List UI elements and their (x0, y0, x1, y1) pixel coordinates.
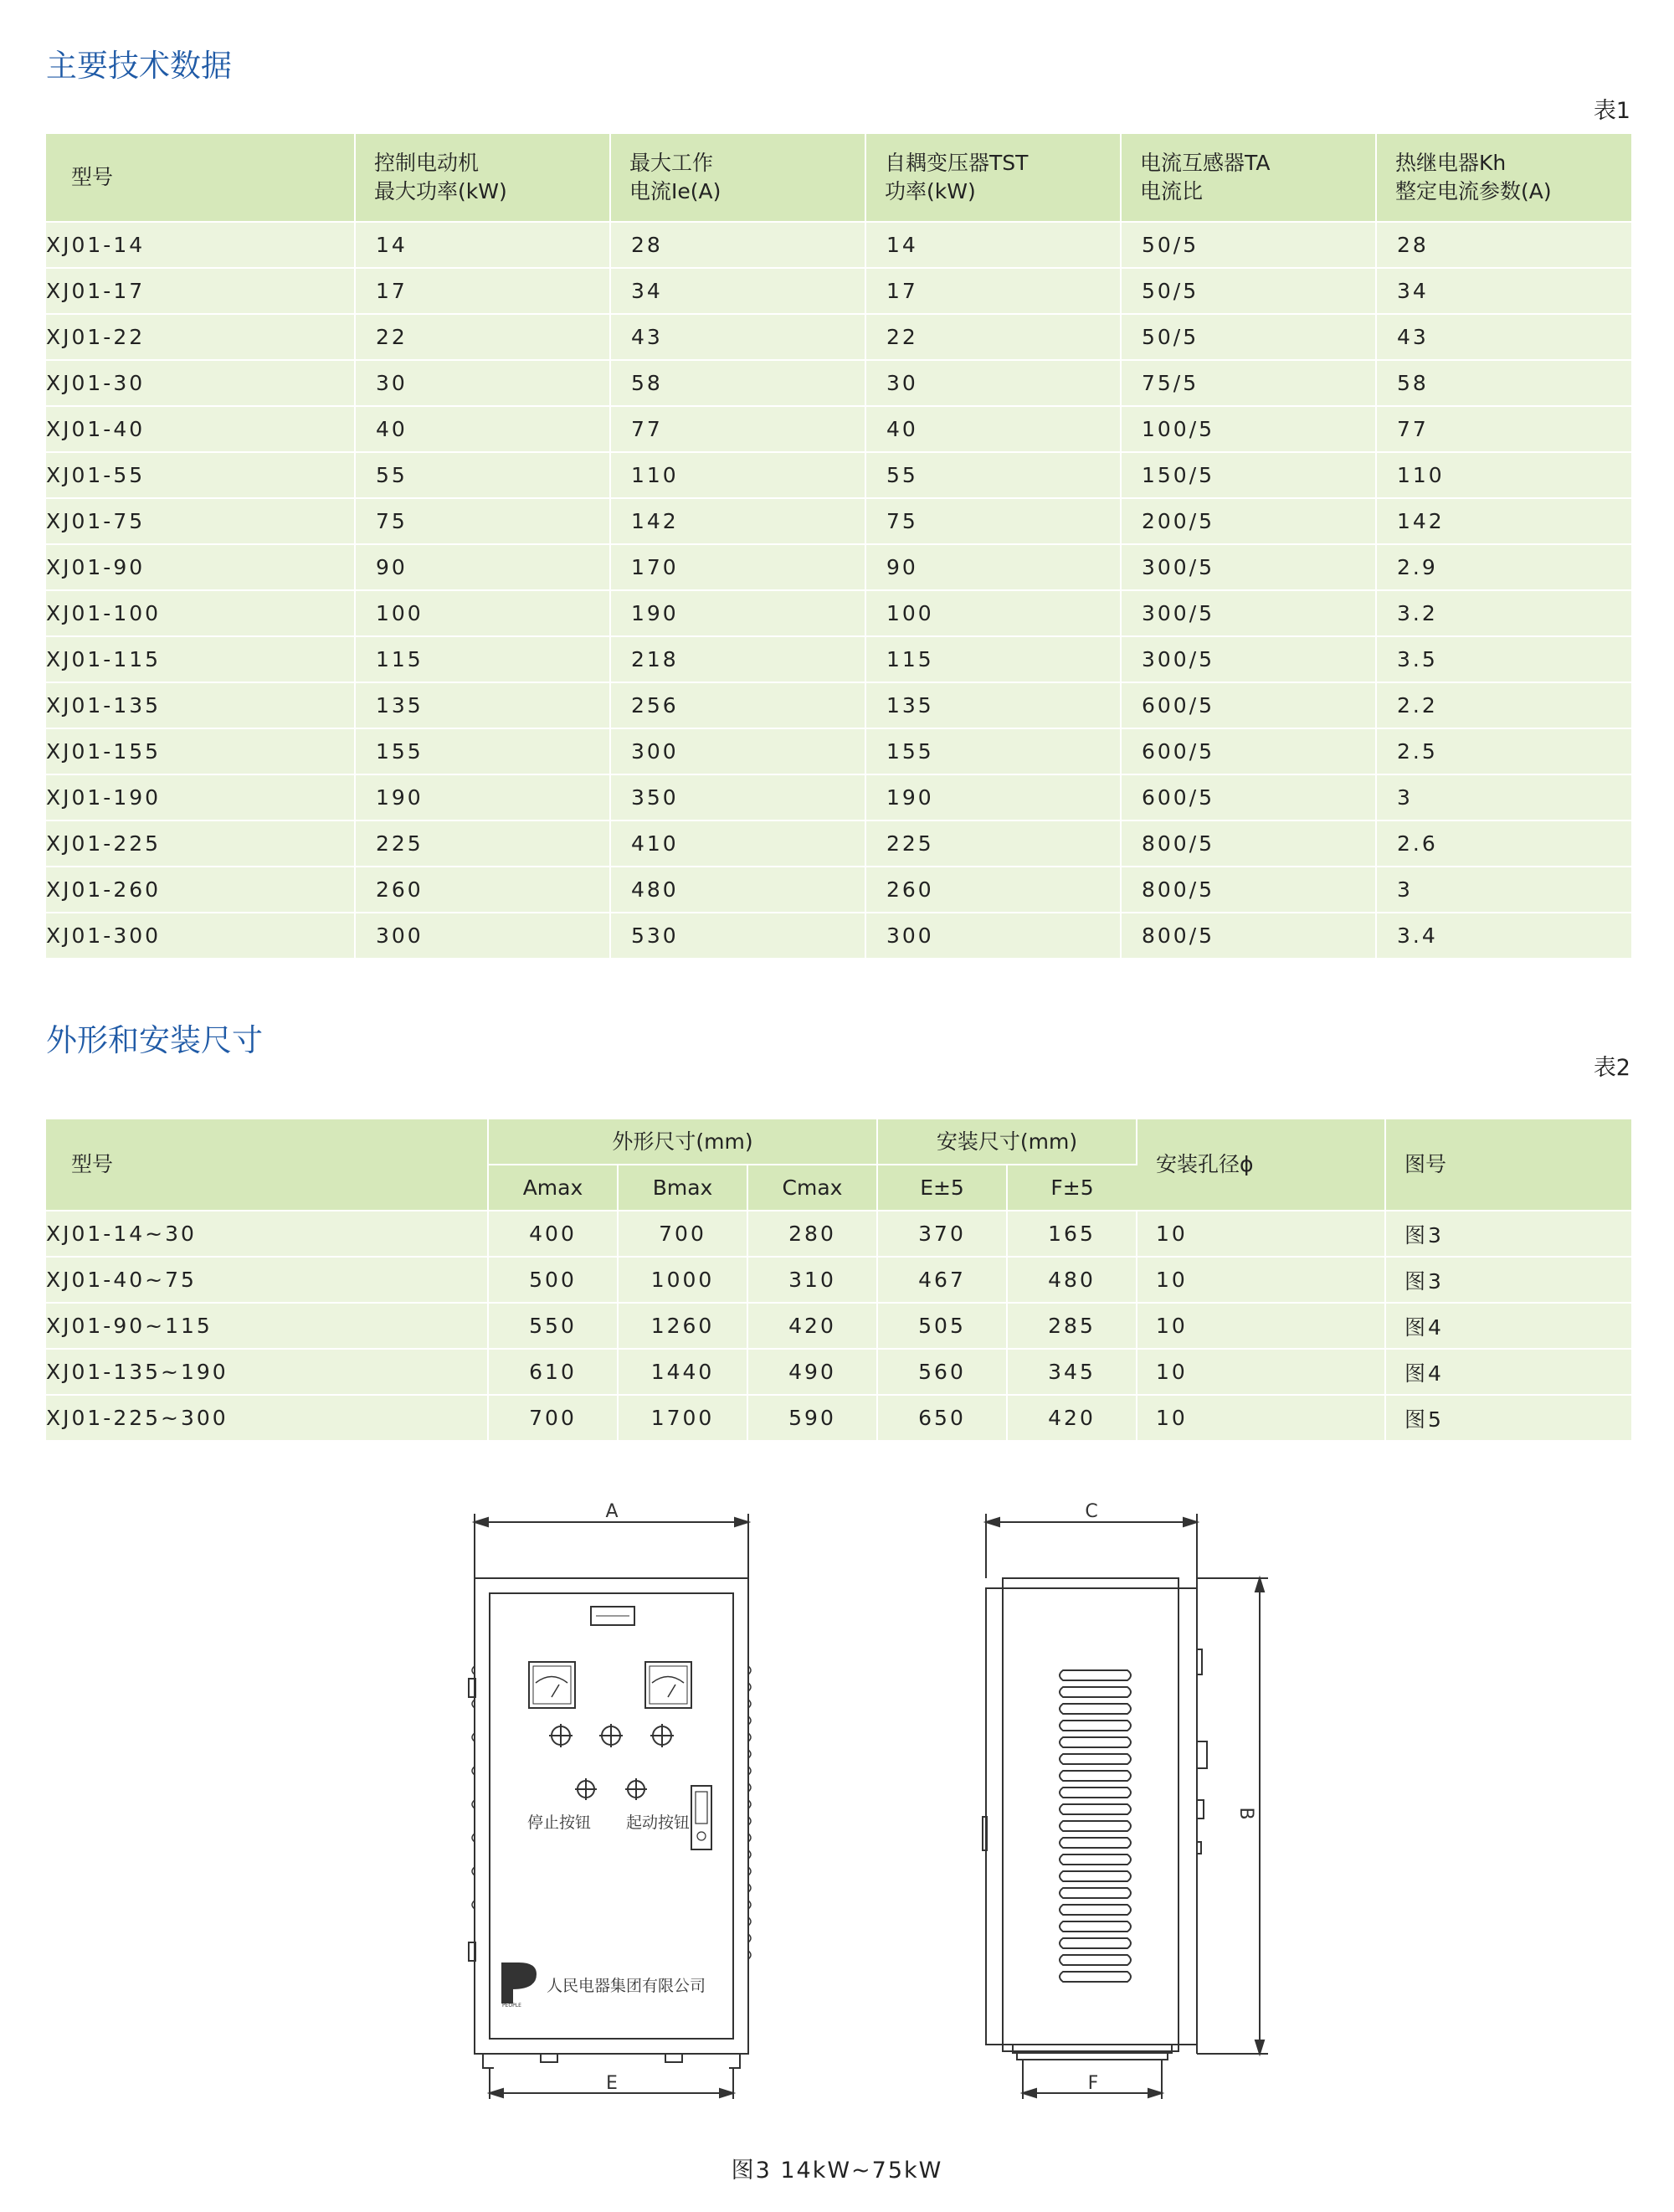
table-cell: 30 (865, 360, 1121, 406)
table-cell: XJ01-225~300 (46, 1395, 488, 1441)
table-cell: 590 (747, 1395, 877, 1441)
table-cell: 300/5 (1121, 544, 1376, 590)
table-cell: 75/5 (1121, 360, 1376, 406)
table-cell: 190 (610, 590, 865, 636)
header-thermal-relay: 热继电器Kh 整定电流参数(A) (1376, 134, 1631, 222)
table-cell: 10 (1137, 1349, 1385, 1395)
table-cell: 200/5 (1121, 498, 1376, 544)
table-cell: 图3 (1385, 1257, 1631, 1303)
table-cell: 110 (1376, 452, 1631, 498)
table-cell: 77 (1376, 406, 1631, 452)
vent-louvre (1060, 1921, 1131, 1932)
table-cell: 90 (865, 544, 1121, 590)
table-cell: XJ01-17 (46, 268, 355, 314)
table-cell: XJ01-75 (46, 498, 355, 544)
dim-label-b: B (1235, 1807, 1256, 1820)
dim-label-e: E (606, 2073, 618, 2094)
table-cell: 310 (747, 1257, 877, 1303)
table-cell: 155 (865, 728, 1121, 774)
table-cell: 800/5 (1121, 913, 1376, 959)
vent-louvre (1060, 1788, 1131, 1798)
table-cell: XJ01-40~75 (46, 1257, 488, 1303)
table-cell: 505 (877, 1303, 1007, 1349)
table-cell: 2.5 (1376, 728, 1631, 774)
table-cell: 256 (610, 682, 865, 728)
table-cell: 410 (610, 820, 865, 867)
header-outer-dimensions: 外形尺寸(mm) (488, 1119, 877, 1165)
table-cell: 43 (1376, 314, 1631, 360)
table-cell: XJ01-100 (46, 590, 355, 636)
vent-louvre (1060, 1804, 1131, 1814)
table-cell: 490 (747, 1349, 877, 1395)
table-cell: 55 (865, 452, 1121, 498)
table-cell: 285 (1007, 1303, 1137, 1349)
header-max-current: 最大工作 电流Ie(A) (610, 134, 865, 222)
header-figure-no: 图号 (1385, 1119, 1631, 1211)
table-cell: 400 (488, 1211, 618, 1257)
table-cell: 190 (355, 774, 610, 820)
table-cell: 43 (610, 314, 865, 360)
table-cell: 10 (1137, 1257, 1385, 1303)
table-cell: 700 (618, 1211, 747, 1257)
table-cell: 300/5 (1121, 636, 1376, 682)
table-cell: 300 (355, 913, 610, 959)
table-cell: 600/5 (1121, 774, 1376, 820)
table-cell: 150/5 (1121, 452, 1376, 498)
table-cell: 170 (610, 544, 865, 590)
table-cell: 图5 (1385, 1395, 1631, 1441)
table-cell: 500 (488, 1257, 618, 1303)
table-cell: 1440 (618, 1349, 747, 1395)
table-cell: 142 (610, 498, 865, 544)
table-cell: 75 (355, 498, 610, 544)
table-cell: 300 (610, 728, 865, 774)
vent-louvre (1060, 1721, 1131, 1731)
table-cell: 110 (610, 452, 865, 498)
table-cell: 190 (865, 774, 1121, 820)
table-cell: XJ01-300 (46, 913, 355, 959)
table-cell: 800/5 (1121, 820, 1376, 867)
vent-louvre (1060, 1871, 1131, 1881)
table-cell: XJ01-90~115 (46, 1303, 488, 1349)
table-cell: 28 (1376, 222, 1631, 268)
table-cell: 77 (610, 406, 865, 452)
table-cell: 530 (610, 913, 865, 959)
table-cell: 420 (747, 1303, 877, 1349)
table-cell: XJ01-55 (46, 452, 355, 498)
table-cell: XJ01-90 (46, 544, 355, 590)
table-cell: 14 (355, 222, 610, 268)
vent-louvre (1060, 1821, 1131, 1831)
table-cell: 1260 (618, 1303, 747, 1349)
table-cell: 34 (610, 268, 865, 314)
table-cell: 260 (865, 867, 1121, 913)
header-model: 型号 (46, 134, 355, 222)
table-cell: 图4 (1385, 1349, 1631, 1395)
header-transformer-power: 自耦变压器TST 功率(kW) (865, 134, 1121, 222)
table-cell: 40 (355, 406, 610, 452)
table-cell: 115 (355, 636, 610, 682)
table-cell: 350 (610, 774, 865, 820)
table-cell: XJ01-135~190 (46, 1349, 488, 1395)
table-cell: 14 (865, 222, 1121, 268)
section-title-dimensions: 外形和安装尺寸 (46, 1022, 263, 1058)
vent-louvre (1060, 1670, 1131, 1680)
table-cell: XJ01-135 (46, 682, 355, 728)
table-cell: XJ01-260 (46, 867, 355, 913)
vent-louvre (1060, 1737, 1131, 1747)
table-cell: 370 (877, 1211, 1007, 1257)
table-cell: 58 (610, 360, 865, 406)
table-cell: XJ01-30 (46, 360, 355, 406)
table-cell: 75 (865, 498, 1121, 544)
table-cell: 345 (1007, 1349, 1137, 1395)
table-cell: XJ01-22 (46, 314, 355, 360)
table-cell: 560 (877, 1349, 1007, 1395)
table-cell: 3.5 (1376, 636, 1631, 682)
table-cell: 3.4 (1376, 913, 1631, 959)
table-cell: 50/5 (1121, 222, 1376, 268)
table-cell: 90 (355, 544, 610, 590)
table-cell: 260 (355, 867, 610, 913)
table-cell: 155 (355, 728, 610, 774)
vent-louvre (1060, 1972, 1131, 1982)
vent-louvre (1060, 1754, 1131, 1764)
table-cell: 100 (355, 590, 610, 636)
company-name: 人民电器集团有限公司 (547, 1977, 706, 1995)
vent-louvre (1060, 1687, 1131, 1697)
table-cell: 3 (1376, 774, 1631, 820)
header-motor-power: 控制电动机 最大功率(kW) (355, 134, 610, 222)
table-cell: 50/5 (1121, 268, 1376, 314)
table-cell: 610 (488, 1349, 618, 1395)
table-cell: 100/5 (1121, 406, 1376, 452)
table-cell: 10 (1137, 1395, 1385, 1441)
table-cell: 10 (1137, 1303, 1385, 1349)
table-cell: 1000 (618, 1257, 747, 1303)
vent-louvre (1060, 1704, 1131, 1714)
table-cell: 22 (865, 314, 1121, 360)
table-cell: XJ01-14~30 (46, 1211, 488, 1257)
table-cell: 图3 (1385, 1211, 1631, 1257)
vent-louvre (1060, 1905, 1131, 1915)
table-cell: 2.6 (1376, 820, 1631, 867)
start-button-label: 起动按钮 (625, 1813, 691, 1832)
table-cell: 165 (1007, 1211, 1137, 1257)
vent-louvre (1060, 1838, 1131, 1848)
table-cell: 225 (355, 820, 610, 867)
table-cell: 17 (865, 268, 1121, 314)
table-cell: 55 (355, 452, 610, 498)
table-cell: 280 (747, 1211, 877, 1257)
header-cmax: Cmax (747, 1165, 877, 1211)
header-bmax: Bmax (618, 1165, 747, 1211)
table-cell: 135 (865, 682, 1121, 728)
table-cell: 225 (865, 820, 1121, 867)
table-cell: 50/5 (1121, 314, 1376, 360)
table-cell: 100 (865, 590, 1121, 636)
figure-caption: 图3 14kW~75kW (731, 2158, 943, 2184)
table-cell: 2.2 (1376, 682, 1631, 728)
table-cell: 17 (355, 268, 610, 314)
table-cell: 34 (1376, 268, 1631, 314)
header-e: E±5 (877, 1165, 1007, 1211)
table-cell: 28 (610, 222, 865, 268)
table-cell: 58 (1376, 360, 1631, 406)
table-cell: 700 (488, 1395, 618, 1441)
table-cell: 600/5 (1121, 728, 1376, 774)
table-cell: 420 (1007, 1395, 1137, 1441)
dim-label-a: A (605, 1501, 619, 1522)
dim-label-c: C (1085, 1501, 1098, 1522)
table-cell: 300/5 (1121, 590, 1376, 636)
table-cell: 467 (877, 1257, 1007, 1303)
vent-louvre (1060, 1938, 1131, 1948)
stop-button-label: 停止按钮 (526, 1813, 592, 1832)
section-title-main-specs: 主要技术数据 (46, 48, 232, 84)
table-cell: 550 (488, 1303, 618, 1349)
header-mount-dimensions: 安装尺寸(mm) (877, 1119, 1137, 1165)
header-hole-diameter: 安装孔径ϕ (1137, 1119, 1385, 1211)
header-model: 型号 (46, 1119, 488, 1211)
table-cell: 3.2 (1376, 590, 1631, 636)
table-cell: 480 (610, 867, 865, 913)
table-cell: XJ01-190 (46, 774, 355, 820)
table-cell: 300 (865, 913, 1121, 959)
table-cell: 115 (865, 636, 1121, 682)
table-cell: 800/5 (1121, 867, 1376, 913)
table-cell: 650 (877, 1395, 1007, 1441)
table-cell: 142 (1376, 498, 1631, 544)
table-cell: XJ01-115 (46, 636, 355, 682)
vent-louvre (1060, 1854, 1131, 1865)
table-cell: 图4 (1385, 1303, 1631, 1349)
table1-tag: 表1 (1593, 98, 1630, 124)
logo-text: PEOPLE (502, 2003, 521, 2009)
header-f: F±5 (1007, 1165, 1137, 1211)
table-cell: 1700 (618, 1395, 747, 1441)
table-cell: 218 (610, 636, 865, 682)
vent-louvre (1060, 1955, 1131, 1965)
table-cell: 3 (1376, 867, 1631, 913)
table-cell: XJ01-155 (46, 728, 355, 774)
table-cell: 480 (1007, 1257, 1137, 1303)
table-cell: 10 (1137, 1211, 1385, 1257)
vent-louvre (1060, 1771, 1131, 1781)
table-cell: 22 (355, 314, 610, 360)
table-cell: 30 (355, 360, 610, 406)
table-cell: 600/5 (1121, 682, 1376, 728)
header-amax: Amax (488, 1165, 618, 1211)
table2-tag: 表2 (1593, 1055, 1630, 1081)
table-cell: XJ01-40 (46, 406, 355, 452)
vent-louvre (1060, 1888, 1131, 1898)
dim-label-f: F (1087, 2073, 1099, 2094)
table-cell: XJ01-225 (46, 820, 355, 867)
table-cell: 135 (355, 682, 610, 728)
table-cell: XJ01-14 (46, 222, 355, 268)
table-cell: 40 (865, 406, 1121, 452)
header-ct-ratio: 电流互感器TA 电流比 (1121, 134, 1376, 222)
table-cell: 2.9 (1376, 544, 1631, 590)
